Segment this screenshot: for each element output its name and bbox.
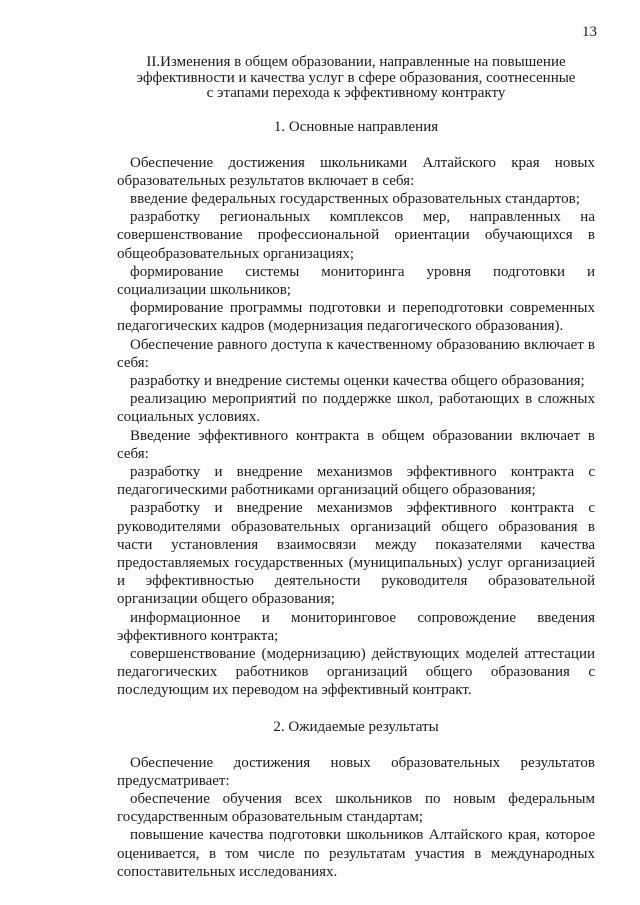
list-item: информационное и мониторинговое сопровождение введения эффективного контракта; xyxy=(117,609,595,644)
section-title-expected-results: 2. Ожидаемые результаты xyxy=(273,718,439,735)
list-item: совершенствование (модернизацию) действующих моделей аттестации педагогических работников организаций общего образования с последующим их переводом на эффективный контракт. xyxy=(117,645,595,699)
list-item: формирование системы мониторинга уровня подготовки и социализации школьников; xyxy=(117,263,595,298)
block-lead: Обеспечение равного доступа к качественному образованию включает в себя: xyxy=(117,336,595,371)
document-body xyxy=(117,55,595,881)
list-item: повышение качества подготовки школьников Алтайского края, которое оценивается, в том числе по результатам участия в международных сопоставительных исследованиях. xyxy=(117,827,595,880)
section-title-main-directions: 1. Основные направления xyxy=(273,118,439,135)
list-item: введение федеральных государственных образовательных стандартов; xyxy=(130,190,580,207)
block-list xyxy=(117,372,595,427)
block-lead: Введение эффективного контракта в общем образовании включает в себя: xyxy=(117,427,595,462)
list-item: разработку и внедрение механизмов эффективного контракта с руководителями образовательных организаций общего образования в части установления взаимосвязи между показателями качества предоставляемых государственных (муниципальных) услуг организацией и эффективностью деятельности руководителя образовательной организации общего образования; xyxy=(117,500,595,608)
block-lead: Обеспечение достижения школьниками Алтайского края новых образовательных результатов включает в себя: xyxy=(117,154,595,189)
section-expected-results xyxy=(117,754,595,881)
heading-line: с этапами перехода к эффективному контракту xyxy=(206,85,506,101)
block-list xyxy=(117,190,595,336)
list-item: реализацию мероприятий по поддержке школ, работающих в сложных социальных условиях. xyxy=(117,391,595,426)
list-item: разработку региональных комплексов мер, направленных на совершенствование профессиональной ориентации обучающихся в общеобразовательных организациях; xyxy=(117,209,595,262)
page-number: 13 xyxy=(582,24,597,40)
section-main-directions xyxy=(117,154,595,700)
block-list xyxy=(117,790,595,881)
list-item: формирование программы подготовки и переподготовки современных педагогических кадров (модернизация педагогического образования). xyxy=(117,300,595,335)
list-item: обеспечение обучения всех школьников по новым федеральным государственным образовательным стандартам; xyxy=(117,791,595,826)
list-item: разработку и внедрение механизмов эффективного контракта с педагогическими работниками организаций общего образования; xyxy=(117,463,595,499)
list-item: разработку и внедрение системы оценки качества общего образования; xyxy=(130,372,585,389)
block-list xyxy=(117,463,595,700)
heading-line: эффективности и качества услуг в сфере образования, соотнесенные xyxy=(136,69,576,86)
document-heading xyxy=(117,55,595,102)
block-lead: Обеспечение достижения новых образовательных результатов предусматривает: xyxy=(117,754,595,789)
heading-line: II.Изменения в общем образовании, направленные на повышение xyxy=(146,54,566,70)
